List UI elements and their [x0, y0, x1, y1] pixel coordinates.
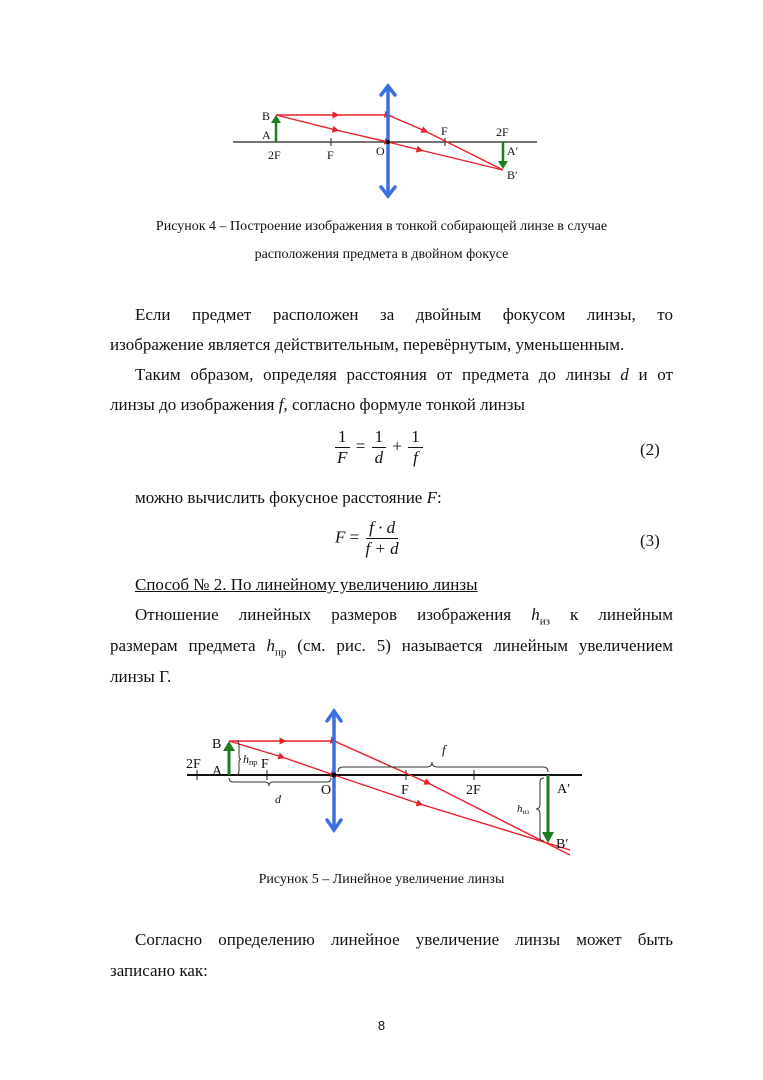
svg-text:A: A [262, 128, 271, 142]
svg-text:O: O [321, 783, 332, 798]
equation-3: F = $\frac{f \cdot d}{f + d}$ [335, 518, 399, 558]
lens [327, 711, 341, 830]
paragraph-5-line-1: Согласно определению линейное увеличение линзы может быть [135, 930, 673, 949]
figure-4 [0, 0, 763, 210]
equation-3-number: (3) [640, 531, 660, 550]
paragraph-1-line-1: Если предмет расположен за двойным фокусом линзы, то [135, 305, 673, 324]
svg-text:2F: 2F [268, 148, 281, 162]
equation-2: $\frac{1}{F}$ = $\frac{1}{d}$ + $\frac{1}{f}$ [333, 427, 425, 468]
page-number: 8 [377, 1018, 386, 1033]
svg-text:B′: B′ [556, 837, 569, 852]
paragraph-3: можно вычислить фокусное расстояние F: [135, 488, 442, 507]
figure-5 [0, 700, 763, 865]
svg-text:B: B [212, 737, 222, 752]
svg-text:F: F [401, 783, 409, 798]
svg-text:A′: A′ [507, 144, 519, 158]
figure-4-caption: Рисунок 4 – Построение изображения в тонкой собирающей линзе в случае [155, 219, 608, 234]
svg-text:O: O [376, 144, 385, 158]
paragraph-4-line-3: линзы Г. [110, 667, 172, 686]
svg-text:d: d [275, 792, 281, 806]
svg-text:F: F [327, 148, 334, 162]
svg-text:F: F [261, 757, 269, 772]
paragraph-2-line-2: линзы до изображения f, согласно формуле тонкой линзы [110, 395, 525, 414]
svg-text:B′: B′ [507, 168, 518, 182]
svg-text:A′: A′ [557, 782, 571, 797]
svg-text:2F: 2F [466, 783, 481, 798]
svg-text:A: A [212, 764, 223, 779]
svg-text:2F: 2F [186, 757, 201, 772]
figure-4-caption-2: расположения предмета в двойном фокусе [254, 247, 509, 262]
paragraph-4-line-1: Отношение линейных размеров изображения $h_{из}$ к линейным [135, 605, 673, 628]
figure-5-caption: Рисунок 5 – Линейное увеличение линзы [258, 872, 505, 887]
svg-text:hиз: hиз [517, 803, 530, 816]
object-arrow [271, 115, 281, 142]
paragraph-2-line-1: Таким образом, определяя расстояния от предмета до линзы d и от [135, 365, 673, 384]
paragraph-1-line-2: изображение является действительным, перевёрнутым, уменьшенным. [110, 335, 625, 354]
object-arrow [223, 741, 235, 775]
svg-text:f: f [442, 742, 446, 757]
svg-text:hпр: hпр [243, 752, 258, 767]
svg-text:2F: 2F [496, 125, 509, 139]
svg-text:F: F [441, 124, 448, 138]
svg-text:B: B [262, 109, 271, 123]
equation-2-number: (2) [640, 440, 660, 459]
method-heading: Способ № 2. По линейному увеличению линзы [135, 575, 478, 594]
paragraph-4-line-2: размерам предмета $h_{пр}$ (см. рис. 5) называется линейным увеличением [110, 636, 673, 659]
paragraph-5-line-2: записано как: [110, 961, 208, 980]
image-arrow [542, 775, 554, 843]
